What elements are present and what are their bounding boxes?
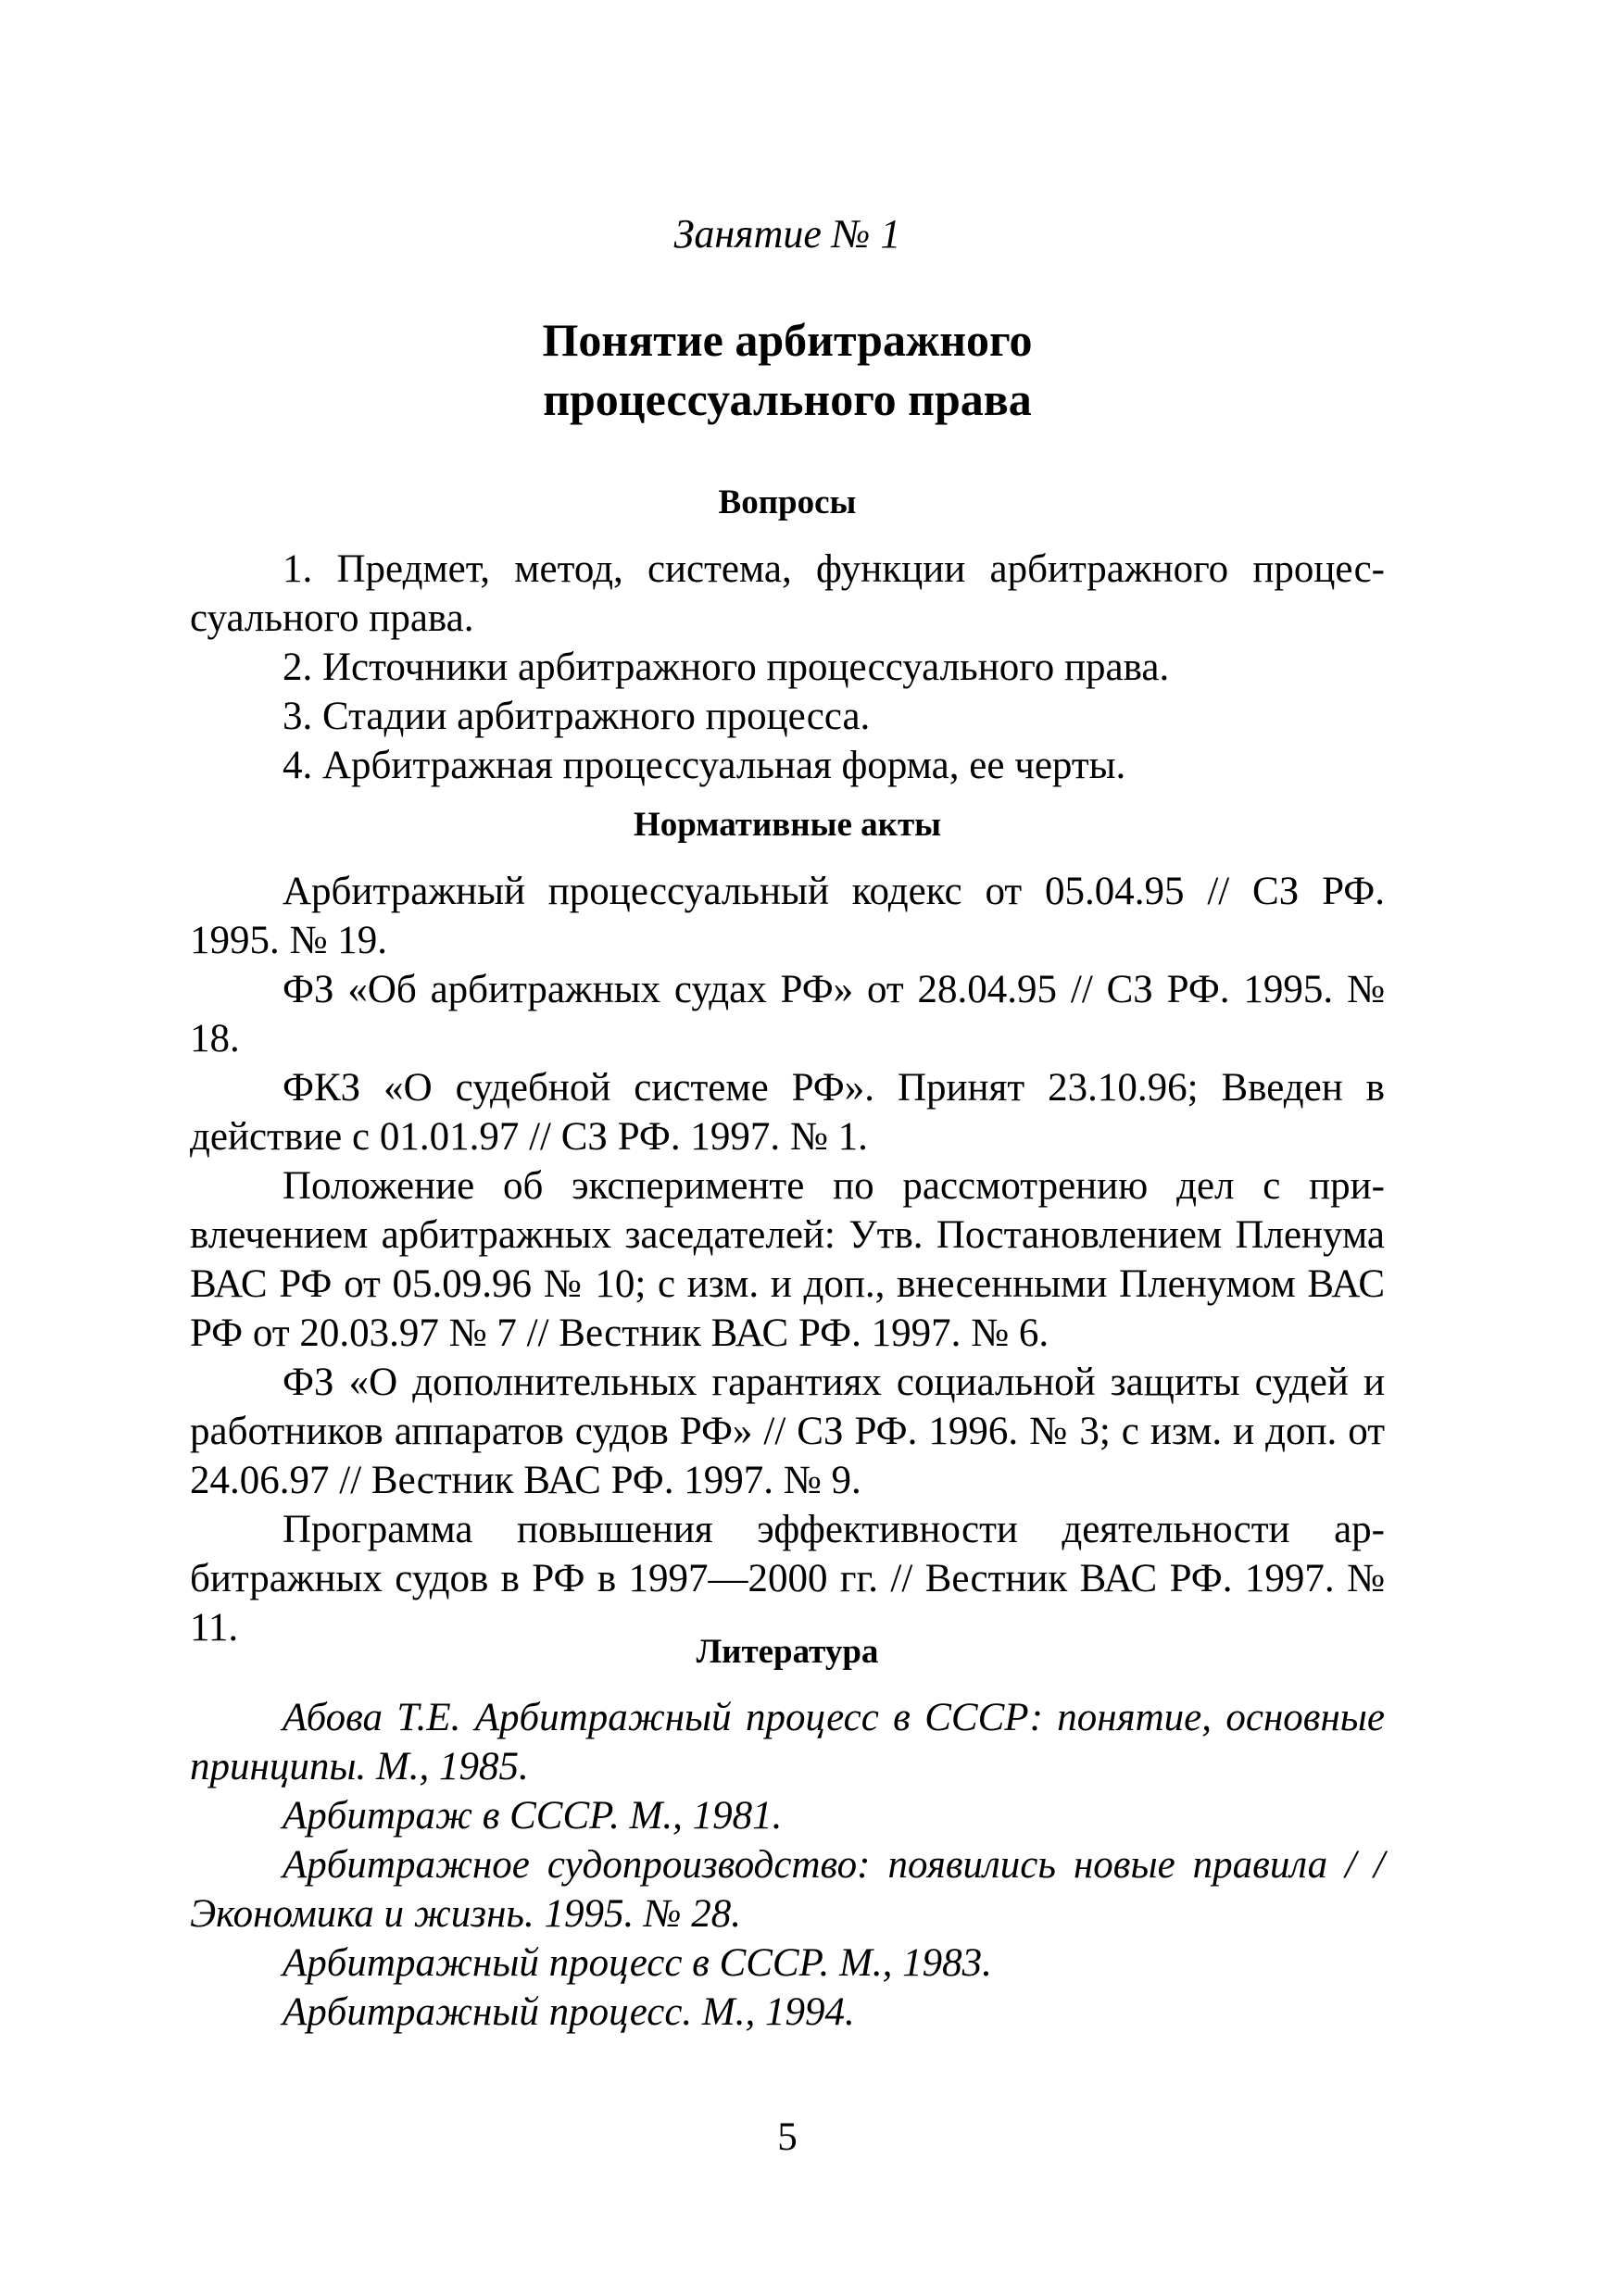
literature-item: Абова Т.Е. Арбитражный процесс в СССР: понятие, основные принципы. М., 1985. bbox=[190, 1696, 1385, 1788]
question-item: 3. Стадии арбитражного процесса. bbox=[283, 695, 871, 738]
literature-item: Арбитраж в СССР. М., 1981. bbox=[283, 1794, 783, 1838]
normative-act-item: ФЗ «О дополнительных гарантиях социальной защиты судей и работников аппаратов судов РФ» // СЗ РФ. 1996. № 3; с изм. и доп. от 24.06.97 // Вестник ВАС РФ. 1997. № 9. bbox=[190, 1361, 1385, 1502]
normative-act-item: Положение об эксперименте по рассмотрению дел с привлечением арбитражных заседателей: Утв. Постановлением Пленума ВАС РФ от 05.09.96 № 10; с изм. и доп., внесенными Пленумом ВАС РФ от 20.03.97 № 7 // Вестник ВАС РФ. 1997. № 6. bbox=[190, 1164, 1385, 1355]
normative-act-item: ФЗ «Об арбитражных судах РФ» от 28.04.95 // СЗ РФ. 1995. № 18. bbox=[190, 968, 1385, 1060]
page-title-line-1: Понятие арбитражного bbox=[542, 314, 1033, 366]
question-item: 1. Предмет, метод, система, функции арбитражного процессуального права. bbox=[190, 547, 1385, 640]
normative-act-item: Арбитражный процессуальный кодекс от 05.04.95 // СЗ РФ. 1995. № 19. bbox=[190, 870, 1385, 962]
normative-acts-heading: Нормативные акты bbox=[633, 806, 942, 844]
question-item: 2. Источники арбитражного процессуального права. bbox=[283, 646, 1170, 689]
page-title bbox=[190, 310, 1385, 429]
page-title-line-2: процессуального права bbox=[543, 373, 1032, 425]
literature-item: Арбитражный процесс в СССР. М., 1983. bbox=[283, 1941, 992, 1985]
normative-act-item: Программа повышения эффективности деятельности арбитражных судов в РФ в 1997—2000 гг. // Вестник ВАС РФ. 1997. № 11. bbox=[190, 1508, 1385, 1650]
document-page bbox=[190, 0, 1385, 2296]
page-number: 5 bbox=[777, 2115, 798, 2159]
lesson-label: Занятие № 1 bbox=[673, 211, 901, 257]
questions-heading: Вопросы bbox=[718, 483, 857, 521]
literature-heading: Литература bbox=[696, 1633, 879, 1671]
question-item: 4. Арбитражная процессуальная форма, ее черты. bbox=[283, 744, 1126, 787]
literature-item: Арбитражное судопроизводство: появились новые правила / / Экономика и жизнь. 1995. № 28. bbox=[190, 1843, 1385, 1936]
normative-act-item: ФКЗ «О судебной системе РФ». Принят 23.10.96; Введен в действие с 01.01.97 // СЗ РФ. 1997. № 1. bbox=[190, 1066, 1385, 1159]
literature-item: Арбитражный процесс. М., 1994. bbox=[283, 1990, 855, 2034]
